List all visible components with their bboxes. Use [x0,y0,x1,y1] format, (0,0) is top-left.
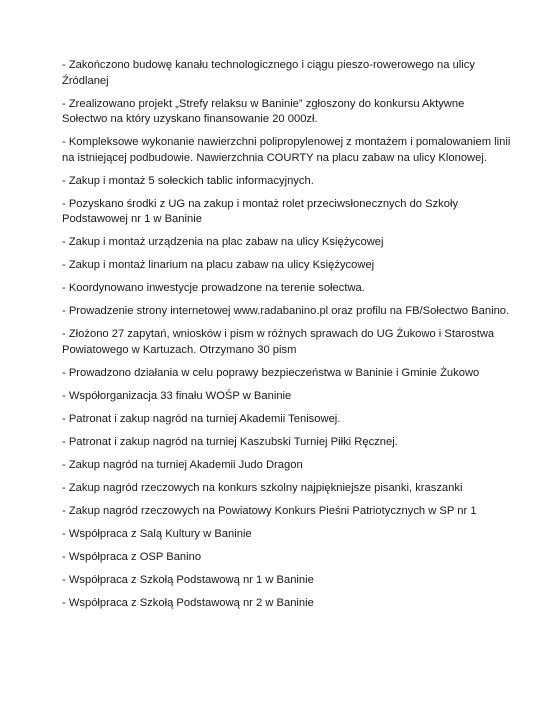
list-item: - Złożono 27 zapytań, wniosków i pism w różnych sprawach do UG Żukowo i Starostwa Powiatowego w Kartuzach. Otrzymano 30 pism [62,328,495,356]
list-item: - Współorganizacja 33 finału WOŚP w Baninie [62,389,292,402]
list-item: - Zakup i montaż 5 sołeckich tablic informacyjnych. [62,174,314,187]
list-item: - Koordynowano inwestycje prowadzone na terenie sołectwa. [62,282,365,294]
list-item: - Prowadzono działania w celu poprawy bezpieczeństwa w Baninie i Gminie Żukowo [62,366,480,379]
list-item: - Współpraca z OSP Banino [62,550,202,563]
list-item: - Zakup nagród rzeczowych na konkurs szkolny najpiękniejsze pisanki, kraszanki [62,481,463,494]
list-item: - Współpraca z Salą Kultury w Baninie [62,527,252,540]
list-item: - Zakup i montaż linarium na placu zabaw na ulicy Księżycowej [62,259,375,271]
list-item: - Współpraca z Szkołą Podstawową nr 2 w Baninie [62,596,314,609]
list-item: - Prowadzenie strony internetowej www.radabanino.pl oraz profilu na FB/Sołectwo Banino. [62,305,510,317]
list-item: - Zakończono budowę kanału technologicznego i ciągu pieszo-rowerowego na ulicy Źródlanej [62,59,475,87]
list-item: - Patronat i zakup nagród na turniej Kaszubski Turniej Piłki Ręcznej. [62,435,398,448]
list-item: - Zakup nagród na turniej Akademii Judo Dragon [62,458,303,471]
activity-list [62,58,512,619]
list-item: - Zakup i montaż urządzenia na plac zabaw na ulicy Księżycowej [62,236,384,248]
list-item: - Zrealizowano projekt „Strefy relaksu w Baninie” zgłoszony do konkursu Aktywne Sołectwo na który uzyskano finansowanie 20 000zł. [62,97,465,125]
list-item: - Współpraca z Szkołą Podstawową nr 1 w Baninie [62,573,314,586]
list-item: - Pozyskano środki z UG na zakup i montaż rolet przeciwsłonecznych do Szkoły Podstawowej nr 1 w Baninie [62,197,459,225]
list-item: - Zakup nagród rzeczowych na Powiatowy Konkurs Pieśni Patriotycznych w SP nr 1 [62,504,477,517]
list-item: - Patronat i zakup nagród na turniej Akademii Tenisowej. [62,412,341,425]
list-item: - Kompleksowe wykonanie nawierzchni polipropylenowej z montażem i pomalowaniem linii na istniejącej podbudowie. Nawierzchnia COURTY na placu zabaw na ulicy Klonowej. [62,136,511,164]
